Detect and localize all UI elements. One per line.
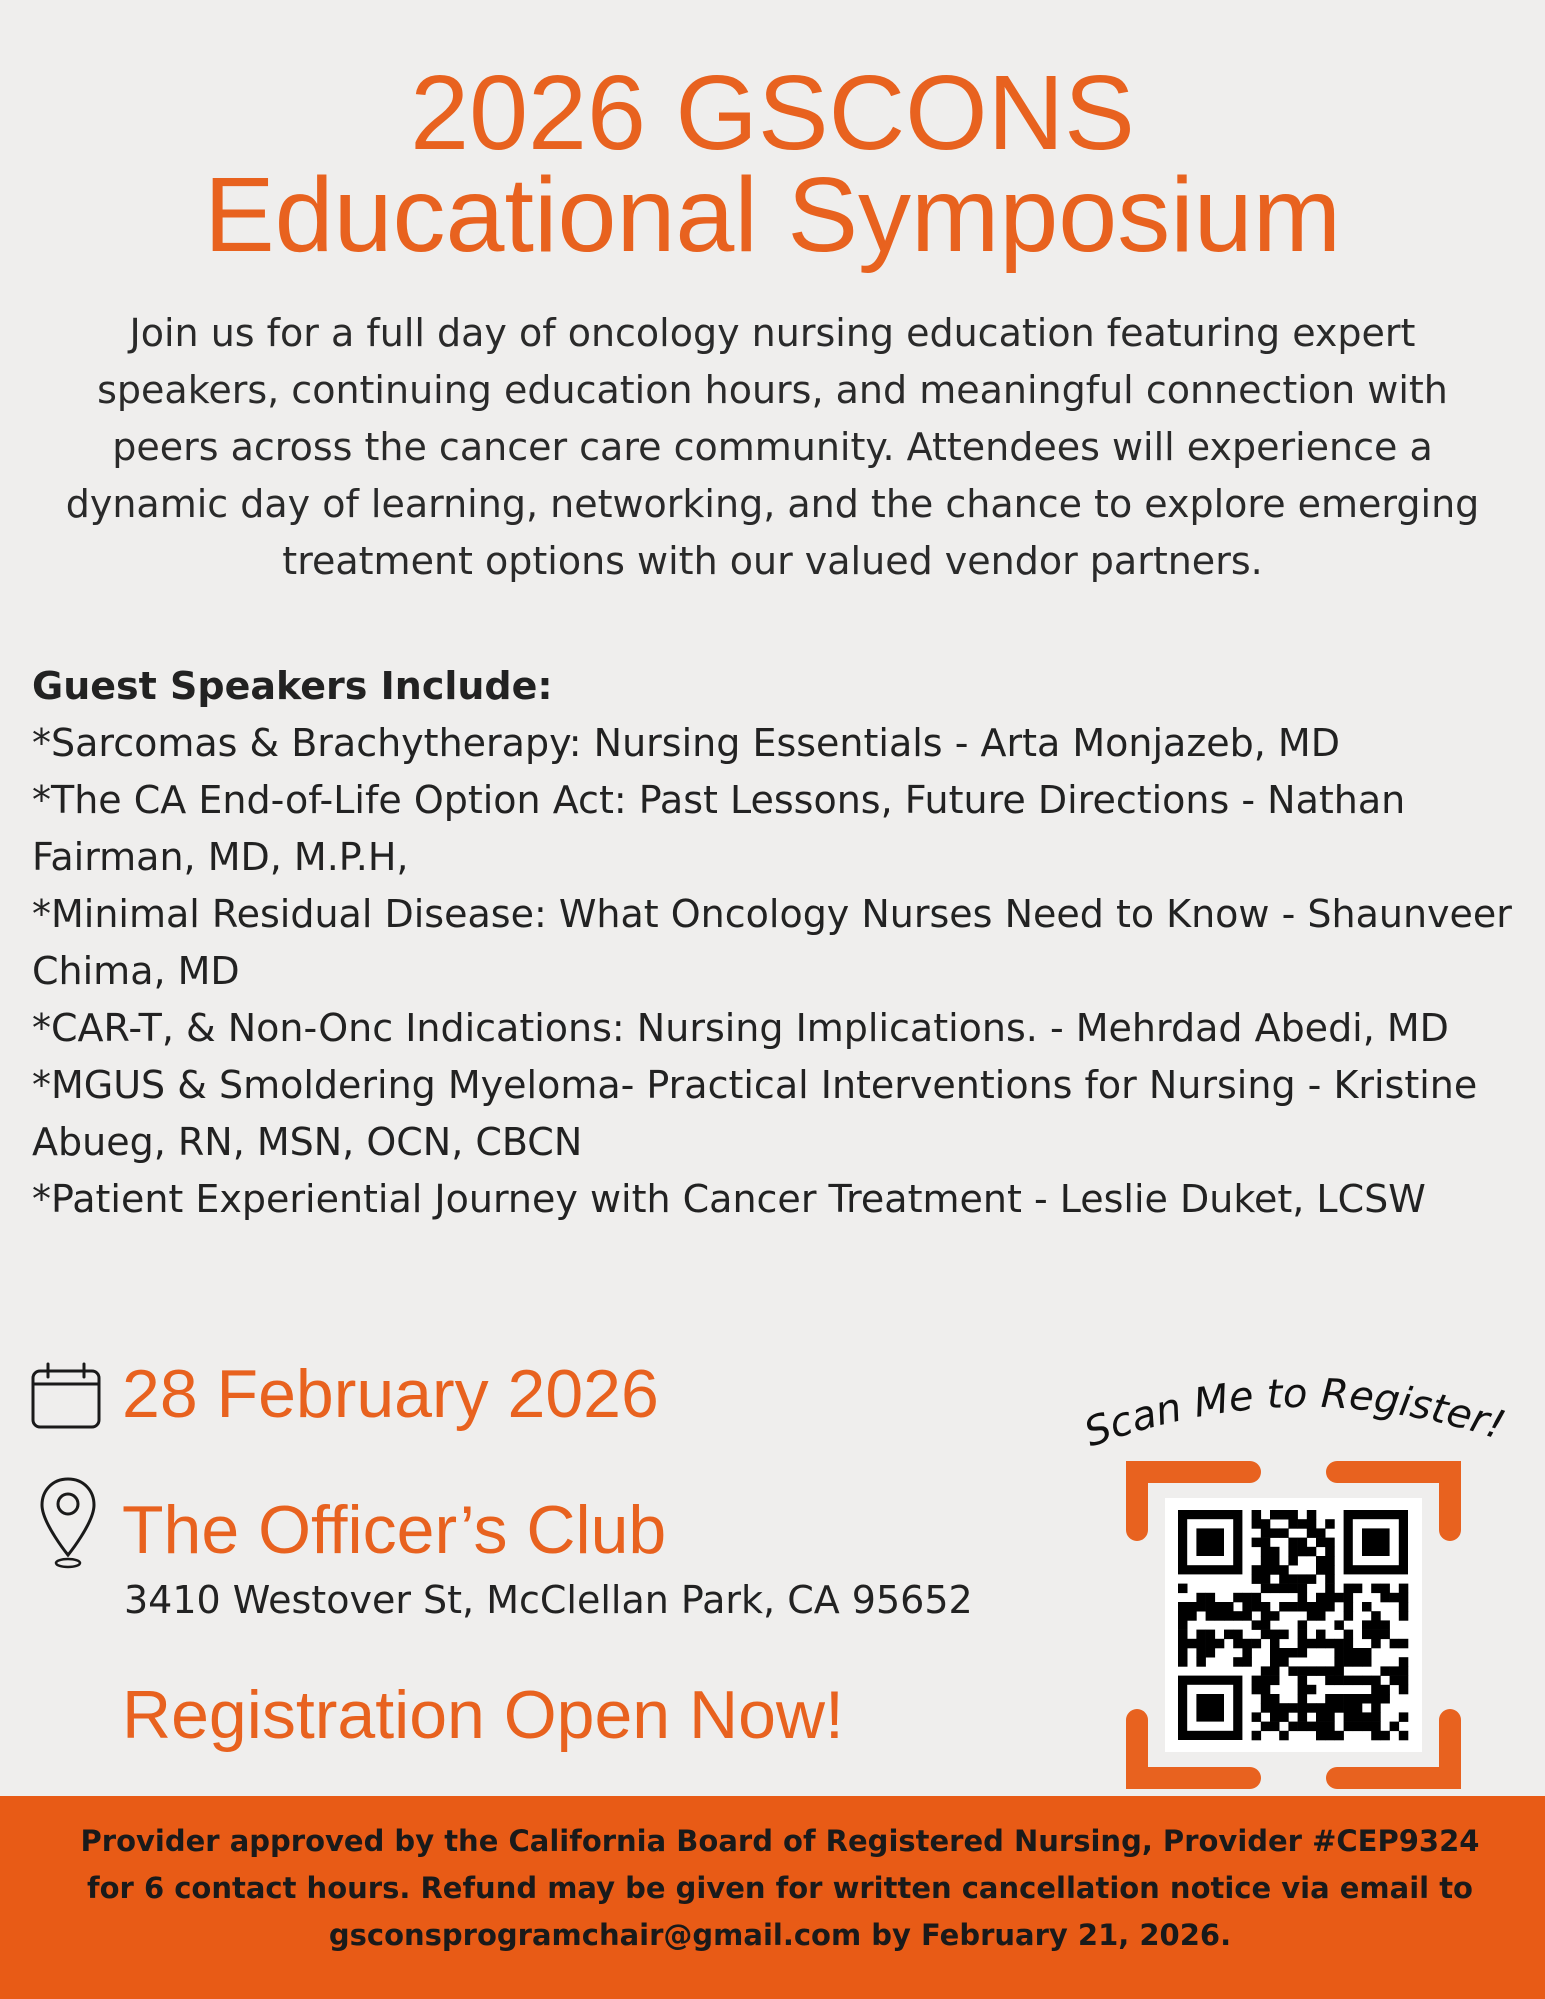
page-title [0,54,1545,274]
venue-address: 3410 Westover St, McClellan Park, CA 95652 [124,1578,973,1622]
venue-name: The Officer’s Club [122,1492,667,1568]
speaker-item: *Minimal Residual Disease: What Oncology Nurses Need to Know - Shaunveer Chima, MD [32,892,1512,993]
qr-caption [1050,1355,1540,1465]
footer-text: Provider approved by the California Board of Registered Nursing, Provider #CEP9324 for 6 contact hours. Refund may be given for written cancellation notice via email to gsconsprogramchair@gmail.com by February 21, 2026. [80,1824,1480,1952]
map-pin-icon [38,1475,98,1571]
registration-callout: Registration Open Now! [122,1677,844,1753]
svg-text:Scan Me to Register! [1078,1371,1510,1457]
intro-paragraph: Join us for a full day of oncology nursing education featuring expert speakers, continuing education hours, and meaningful connection with peers across the cancer care community. Attendees will experience a dynamic day of learning, networking, and the chance to explore emerging treatment options with our valued vendor partners. [65,311,1480,583]
speaker-item: *MGUS & Smoldering Myeloma- Practical Interventions for Nursing - Kristine Abueg, RN, MSN, OCN, CBCN [32,1063,1478,1164]
calendar-icon [30,1362,102,1430]
event-date: 28 February 2026 [122,1356,659,1432]
speakers-section [32,658,1512,1228]
speaker-item: *The CA End-of-Life Option Act: Past Lessons, Future Directions - Nathan Fairman, MD, M.P.H, [32,778,1406,879]
speaker-item: *CAR-T, & Non-Onc Indications: Nursing Implications. - Mehrdad Abedi, MD [32,1006,1449,1050]
footer-banner [0,1796,1545,1999]
speakers-heading: Guest Speakers Include: [32,664,553,708]
speaker-item: *Sarcomas & Brachytherapy: Nursing Essentials - Arta Monjazeb, MD [32,721,1340,765]
qr-caption-text: Scan Me to Register! [1078,1370,1511,1457]
speaker-item: *Patient Experiential Journey with Cancer Treatment - Leslie Duket, LCSW [32,1177,1426,1221]
title-line-1: 2026 GSCONS [410,54,1135,172]
title-line-2: Educational Symposium [203,156,1342,274]
qr-code[interactable] [1125,1460,1462,1790]
